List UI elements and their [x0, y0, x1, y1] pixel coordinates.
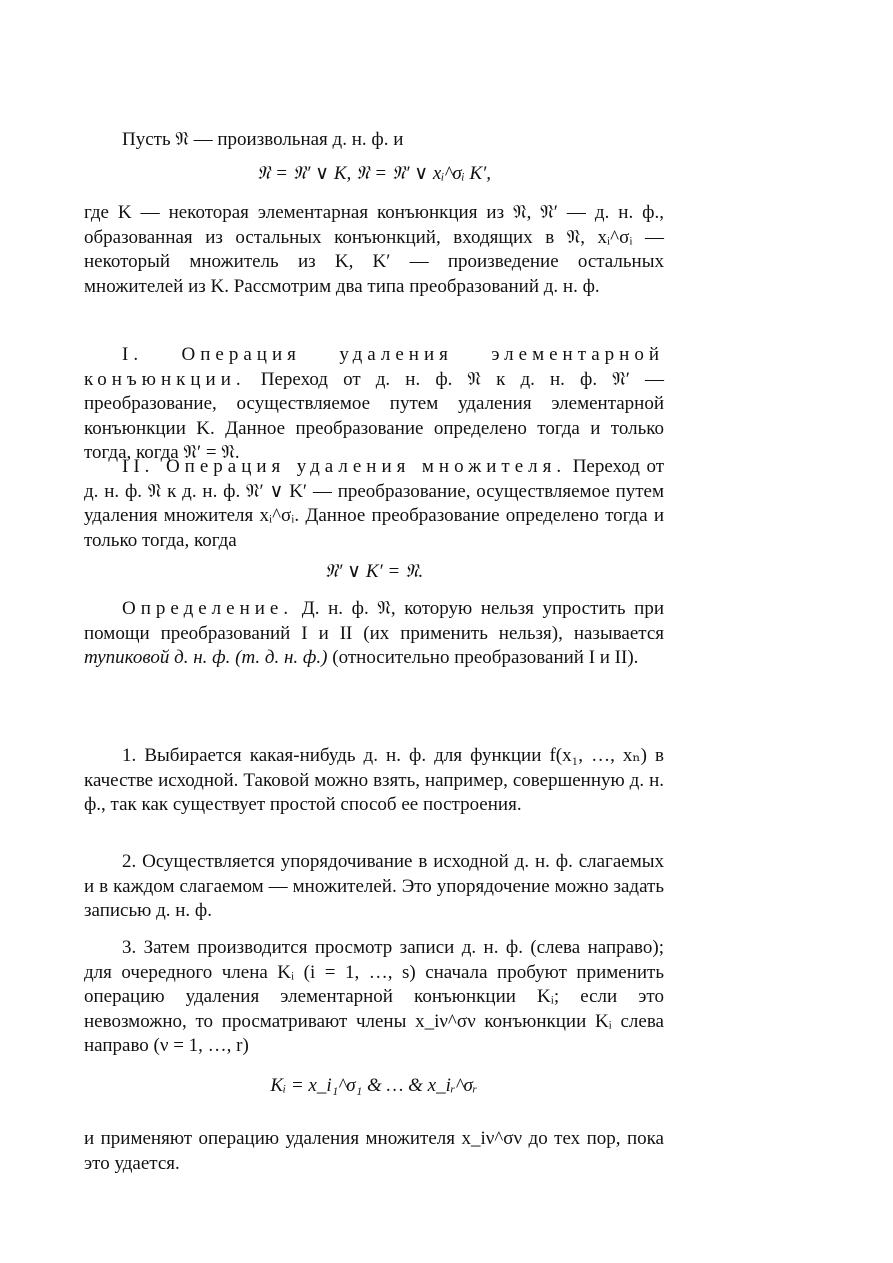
step-3-paragraph: 3. Затем производится просмотр записи д. н. ф. (слева направо); для очередного члена Kᵢ (i = 1, …, s) сначала пробуют применить операцию удаления элементарной конъюнкции Kᵢ; если это невозможно, то просматривают члены x_iν^σν конъюнкции Kᵢ слева направо (ν = 1, …, r)	[84, 937, 664, 1056]
definition-text: Д. н. ф. 𝔑, которую нельзя упростить при помощи преобразований I и II (их применить нельзя), называется	[84, 598, 664, 644]
definitions-paragraph: где K — некоторая элементарная конъюнкция из 𝔑, 𝔑′ — д. н. ф., образованная из остальных конъюнкций, входящих в 𝔑, xᵢ^σᵢ — некоторый множитель из K, K′ — произведение остальных множителей из K. Рассмотрим два типа преобразований д. н. ф.	[84, 202, 664, 297]
operation-1-heading: I. Операция удаления элементарной конъюнкции.	[84, 344, 664, 390]
definition-text-end: (относительно преобразований I и II).	[332, 647, 639, 668]
definition-term: тупиковой д. н. ф. (т. д. н. ф.)	[84, 647, 328, 668]
definition-heading: Определение.	[122, 598, 294, 619]
intro-paragraph: Пусть 𝔑 — произвольная д. н. ф. и	[122, 129, 404, 150]
definition-paragraph	[84, 597, 664, 671]
operation-2-paragraph	[84, 455, 664, 553]
formula-condition: 𝔑′ ∨ K′ = 𝔑.	[324, 561, 424, 582]
step-1-paragraph: 1. Выбирается какая-нибудь д. н. ф. для функции f(x₁, …, xₙ) в качестве исходной. Таковой можно взять, например, совершенную д. н. ф., так как существует простой способ ее построения.	[84, 745, 664, 815]
operation-2-text: Переход от д. н. ф. 𝔑 к д. н. ф. 𝔑′ ∨ K′ — преобразование, осуществляемое путем удаления множителя xᵢ^σᵢ. Данное преобразование определено тогда и только тогда, когда	[84, 456, 665, 551]
operation-2-heading: II. Операция удаления множителя.	[122, 456, 567, 477]
formula-decomposition: 𝔑 = 𝔑′ ∨ K, 𝔑 = 𝔑′ ∨ xᵢ^σᵢ K′,	[256, 163, 492, 184]
step-2-paragraph: 2. Осуществляется упорядочивание в исходной д. н. ф. слагаемых и в каждом слагаемом — множителей. Это упорядочение можно задать записью д. н. ф.	[84, 851, 664, 921]
closing-paragraph: и применяют операцию удаления множителя x_iν^σν до тех пор, пока это удается.	[84, 1128, 664, 1174]
formula-conjunction: Kᵢ = x_i₁^σ₁ & … & x_iᵣ^σᵣ	[270, 1075, 478, 1096]
operation-1-text: Переход от д. н. ф. 𝔑 к д. н. ф. 𝔑′ — преобразование, осуществляемое путем удаления элементарной конъюнкции K. Данное преобразование определено тогда и только тогда, когда 𝔑′ = 𝔑.	[84, 368, 665, 463]
operation-1-paragraph	[84, 343, 664, 466]
